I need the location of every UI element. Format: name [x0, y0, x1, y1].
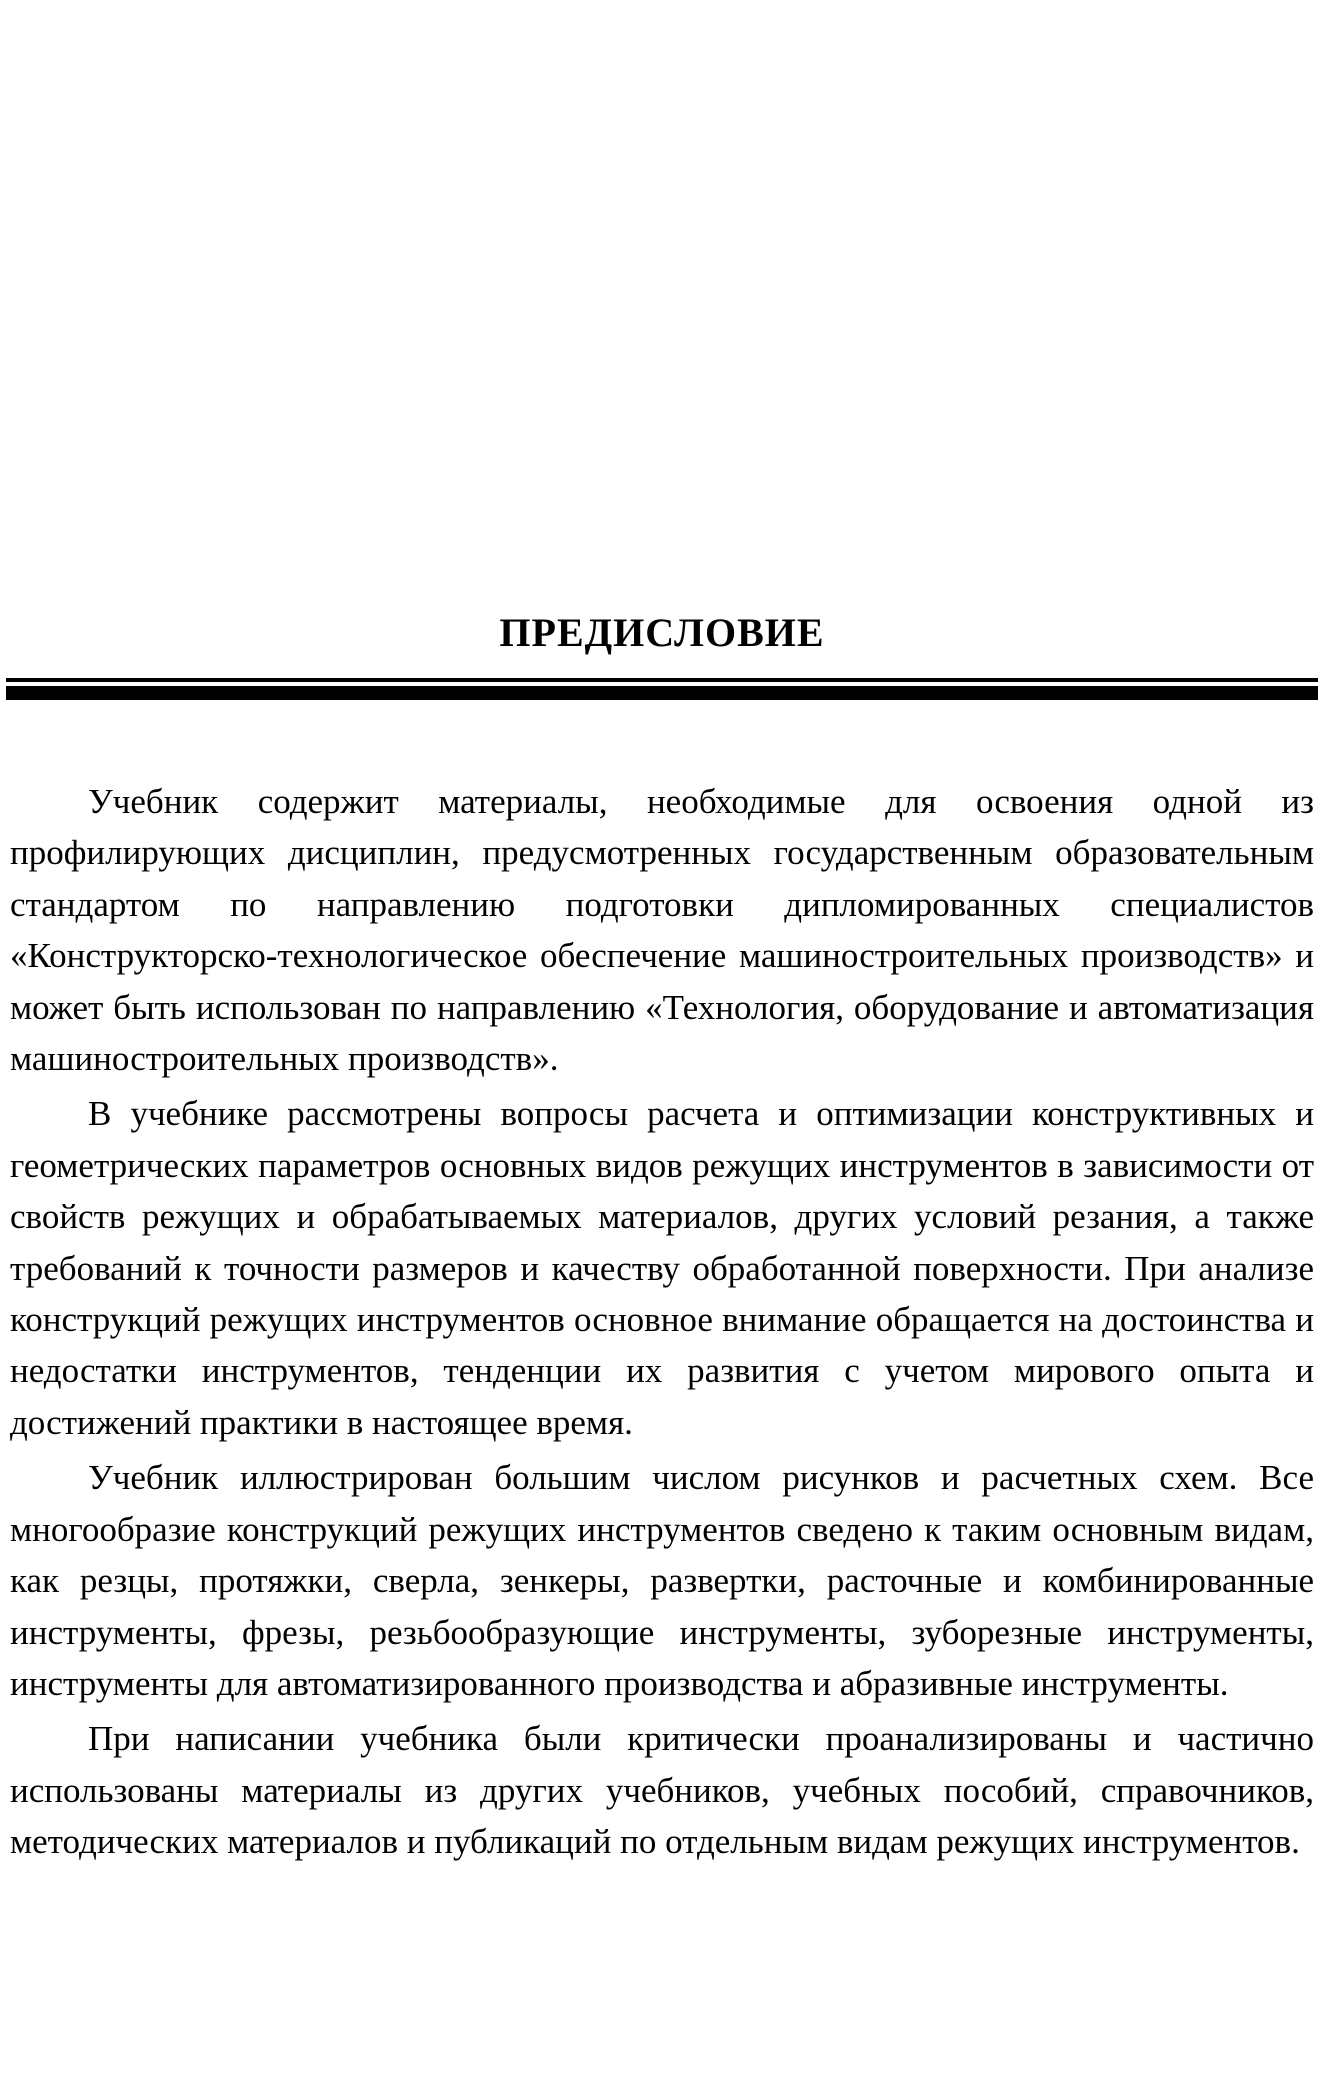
preface-body: [10, 776, 1314, 1872]
paragraph: Учебник содержит материалы, необходимые для освоения одной из профилирующих дисциплин, предусмотренных государственным образовательным стандартом по направлению подготовки дипломированных специалистов «Конструкторско-технологическое обеспечение машиностроительных производств» и может быть использован по направлению «Технология, оборудование и автоматизация машиностроительных производств».: [10, 782, 1314, 1079]
paragraph: При написании учебника были критически проанализированы и частично использованы материалы из других учебников, учебных пособий, справочников, методических материалов и публикаций по отдельным видам режущих инструментов.: [10, 1719, 1314, 1862]
title-divider-thin: [6, 678, 1318, 682]
page-title: ПРЕДИСЛОВИЕ: [499, 610, 825, 655]
paragraph: Учебник иллюстрирован большим числом рисунков и расчетных схем. Все многообразие конструкций режущих инструментов сведено к таким основным видам, как резцы, протяжки, сверла, зенкеры, развертки, расточные и комбинированные инструменты, фрезы, резьбообразующие инструменты, зуборезные инструменты, инструменты для автоматизированного производства и абразивные инструменты.: [10, 1458, 1314, 1703]
paragraph: В учебнике рассмотрены вопросы расчета и оптимизации конструктивных и геометрических параметров основных видов режущих инструментов в зависимости от свойств режущих и обрабатываемых материалов, других условий резания, а также требований к точности размеров и качеству обработанной поверхности. При анализе конструкций режущих инструментов основное внимание обращается на достоинства и недостатки инструментов, тенденции их развития с учетом мирового опыта и достижений практики в настоящее время.: [10, 1094, 1314, 1442]
title-divider-thick: [6, 686, 1318, 700]
